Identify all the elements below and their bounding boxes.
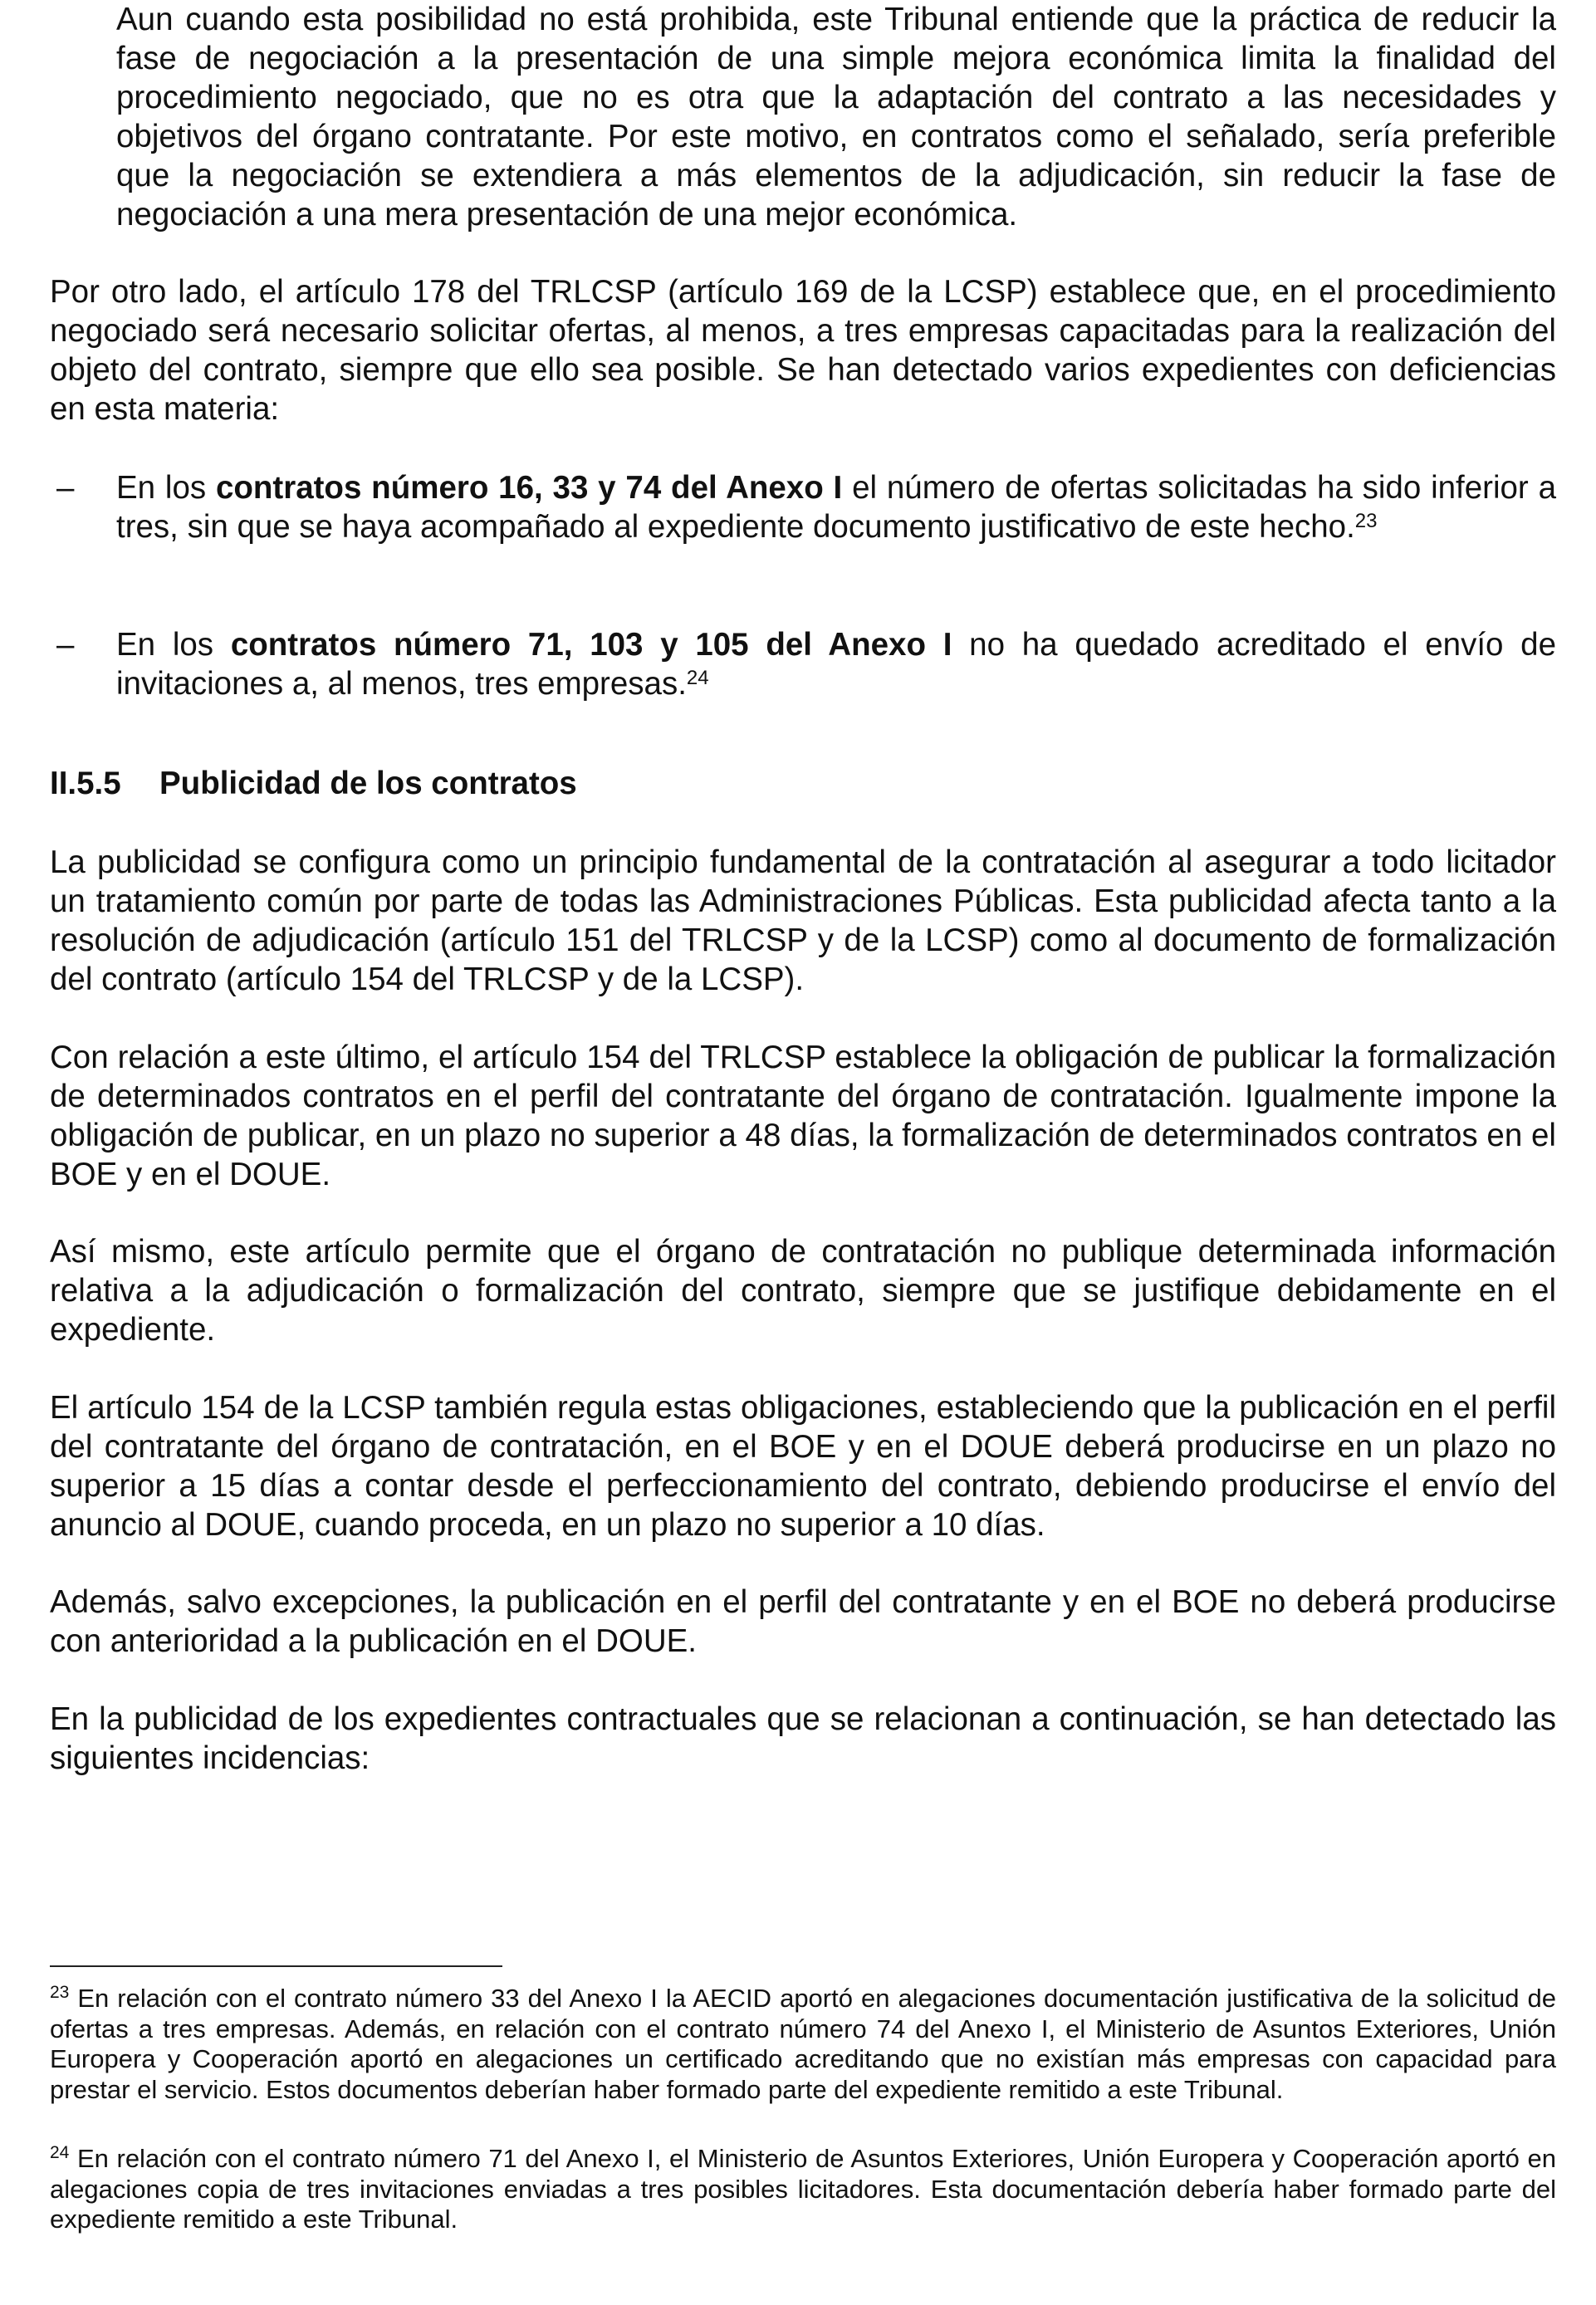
paragraph-publicity-principle: La publicidad se configura como un principio fundamental de la contratación al asegurar a todo licitador un tratamiento común por parte de todas las Administraciones Públicas. Esta publicidad afecta tanto a la resolución de adjudicación (artículo 151 del TRLCSP y de la LCSP) como al documento de formalización del contrato (artículo 154 del TRLCSP y de la LCSP). xyxy=(50,844,1556,997)
paragraph-information-exemption: Así mismo, este artículo permite que el órgano de contratación no publique determinada información relativa a la adjudicación o formalización del contrato, siempre que se justifique debidamente en el expediente. xyxy=(50,1234,1556,1348)
bullet-item-contracts-16-33-74 xyxy=(50,468,1556,546)
bullet-bold-reference: contratos número 71, 103 y 105 del Anexo I xyxy=(230,627,952,663)
section-title: Publicidad de los contratos xyxy=(159,766,577,801)
paragraph-negotiation-scope: Aun cuando esta posibilidad no está prohibida, este Tribunal entiende que la práctica de reducir la fase de negociación a la presentación de una simple mejora económica limita la finalidad del procedimiento negociado, que no es otra que la adaptación del contrato a las necesidades y objetivos del órgano contratante. Por este motivo, en contratos como el señalado, sería preferible que la negociación se extendiera a más elementos de la adjudicación, sin reducir la fase de negociación a una mera presentación de una mejor económica. xyxy=(116,2,1556,232)
footnote-text: En relación con el contrato número 33 del Anexo I la AECID aportó en alegaciones documentación justificativa de la solicitud de ofertas a tres empresas. Además, en relación con el contrato número 74 del Anexo I, el Ministerio de Asuntos Exteriores, Unión Europera y Cooperación aportó en alegaciones un certificado acreditando que no existían más empresas con capacidad para prestar el servicio. Estos documentos deberían haber formado parte del expediente remitido a este Tribunal. xyxy=(50,1984,1556,2104)
section-heading xyxy=(50,764,577,803)
paragraph-incidences-intro: En la publicidad de los expedientes contractuales que se relacionan a continuación, se han detectado las siguientes incidencias: xyxy=(50,1701,1556,1776)
footnote-number: 23 xyxy=(50,1982,70,2002)
bullet-item-contracts-71-103-105 xyxy=(50,625,1556,703)
footnote-reference[interactable]: 24 xyxy=(686,667,709,690)
footnote-23 xyxy=(50,1984,1556,2105)
footnote-separator xyxy=(50,1965,502,1967)
paragraph-article-154-lcsp: El artículo 154 de la LCSP también regula estas obligaciones, estableciendo que la publicación en el perfil del contratante del órgano de contratación, en el BOE y en el DOUE deberá producirse en un plazo no superior a 15 días a contar desde el perfeccionamiento del contrato, debiendo producirse el envío del anuncio al DOUE, cuando proceda, en un plazo no superior a 10 días. xyxy=(50,1390,1556,1543)
bullet-dash-icon: – xyxy=(56,627,75,663)
paragraph-publication-order: Además, salvo excepciones, la publicación en el perfil del contratante y en el BOE no deberá producirse con anterioridad a la publicación en el DOUE. xyxy=(50,1584,1556,1659)
footnote-reference[interactable]: 23 xyxy=(1354,510,1378,533)
bullet-text: En los contratos número 16, 33 y 74 del Anexo I el número de ofertas solicitadas ha sido inferior a tres, sin que se haya acompañado al expediente documento justificativo de este hecho.$^{23}$ xyxy=(116,470,1556,545)
section-number: II.5.5 xyxy=(50,766,121,801)
paragraph-article-178: Por otro lado, el artículo 178 del TRLCSP (artículo 169 de la LCSP) establece que, en el procedimiento negociado será necesario solicitar ofertas, al menos, a tres empresas capacitadas para la realización del objeto del contrato, siempre que ello sea posible. Se han detectado varios expedientes con deficiencias en esta materia: xyxy=(50,274,1556,427)
bullet-text: En los contratos número 71, 103 y 105 del Anexo I no ha quedado acreditado el envío de invitaciones a, al menos, tres empresas.$^{24}$ xyxy=(116,627,1557,702)
bullet-bold-reference: contratos número 16, 33 y 74 del Anexo I xyxy=(215,470,843,506)
footnote-text: En relación con el contrato número 71 del Anexo I, el Ministerio de Asuntos Exteriores, Unión Europera y Cooperación aportó en alegaciones copia de tres invitaciones enviadas a tres posibles licitadores. Esta documentación debería haber formado parte del expediente remitido a este Tribunal. xyxy=(50,2144,1556,2234)
bullet-dash-icon: – xyxy=(56,470,75,506)
paragraph-article-154-trlcsp: Con relación a este último, el artículo 154 del TRLCSP establece la obligación de publicar la formalización de determinados contratos en el perfil del contratante del órgano de contratación. Igualmente impone la obligación de publicar, en un plazo no superior a 48 días, la formalización de determinados contratos en el BOE y en el DOUE. xyxy=(50,1040,1556,1192)
footnote-24 xyxy=(50,2144,1556,2235)
footnote-number: 24 xyxy=(50,2142,70,2162)
